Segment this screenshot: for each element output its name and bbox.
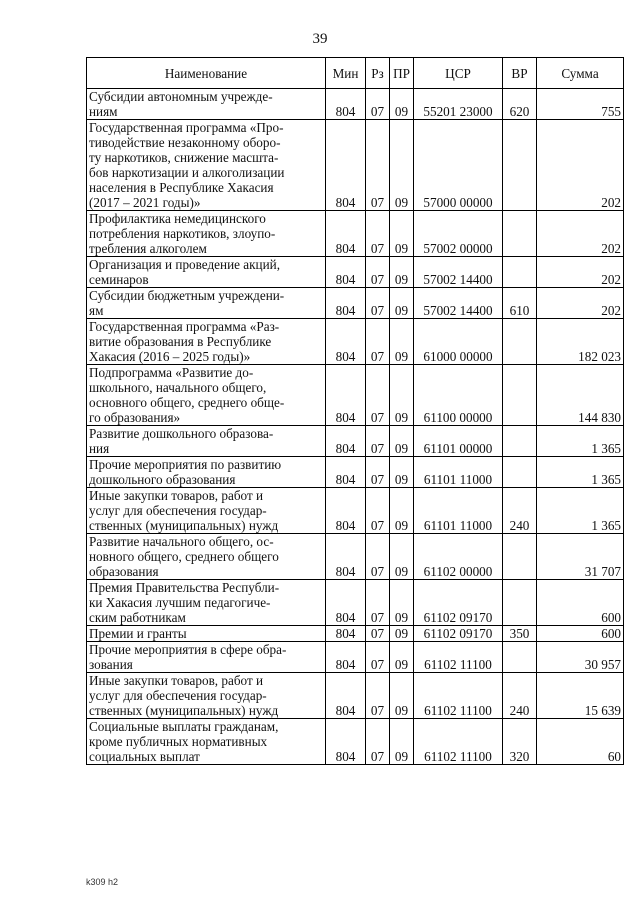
cell-pr: 09: [390, 257, 414, 288]
cell-sum: 15 639: [537, 673, 624, 719]
table-row: [87, 211, 624, 257]
cell-pr: 09: [390, 642, 414, 673]
table-row: [87, 642, 624, 673]
cell-sum: 1 365: [537, 488, 624, 534]
cell-name: Субсидии бюджетным учреждени- ям: [87, 288, 326, 319]
cell-pr: 09: [390, 211, 414, 257]
table-row: [87, 488, 624, 534]
cell-sum: 30 957: [537, 642, 624, 673]
cell-sum: 31 707: [537, 534, 624, 580]
cell-sum: 202: [537, 120, 624, 211]
cell-pr: 09: [390, 319, 414, 365]
cell-sum: 600: [537, 580, 624, 626]
cell-csr: 57002 14400: [414, 288, 503, 319]
cell-sum: 144 830: [537, 365, 624, 426]
cell-pr: 09: [390, 288, 414, 319]
cell-sum: 1 365: [537, 426, 624, 457]
cell-min: 804: [326, 488, 366, 534]
cell-vr: [503, 642, 537, 673]
table-row: [87, 426, 624, 457]
cell-name: Организация и проведение акций, семинаров: [87, 257, 326, 288]
cell-vr: 350: [503, 626, 537, 642]
cell-csr: 61102 11100: [414, 642, 503, 673]
cell-min: 804: [326, 89, 366, 120]
table-row: [87, 626, 624, 642]
cell-pr: 09: [390, 89, 414, 120]
cell-vr: 320: [503, 719, 537, 765]
cell-vr: [503, 257, 537, 288]
cell-min: 804: [326, 457, 366, 488]
cell-rz: 07: [366, 89, 390, 120]
cell-rz: 07: [366, 534, 390, 580]
cell-pr: 09: [390, 365, 414, 426]
table-row: [87, 257, 624, 288]
cell-min: 804: [326, 534, 366, 580]
cell-name: Развитие дошкольного образова- ния: [87, 426, 326, 457]
table-row: [87, 365, 624, 426]
cell-rz: 07: [366, 288, 390, 319]
cell-vr: [503, 365, 537, 426]
cell-rz: 07: [366, 365, 390, 426]
cell-rz: 07: [366, 642, 390, 673]
cell-vr: 620: [503, 89, 537, 120]
cell-sum: 60: [537, 719, 624, 765]
cell-rz: 07: [366, 319, 390, 365]
cell-pr: 09: [390, 626, 414, 642]
cell-name: Премия Правительства Республи- ки Хакасия лучшим педагогиче- ским работникам: [87, 580, 326, 626]
cell-sum: 1 365: [537, 457, 624, 488]
cell-csr: 61101 00000: [414, 426, 503, 457]
cell-csr: 61101 11000: [414, 457, 503, 488]
cell-sum: 600: [537, 626, 624, 642]
cell-min: 804: [326, 120, 366, 211]
cell-csr: 57002 00000: [414, 211, 503, 257]
cell-csr: 61102 09170: [414, 626, 503, 642]
cell-min: 804: [326, 673, 366, 719]
cell-csr: 57002 14400: [414, 257, 503, 288]
cell-csr: 61100 00000: [414, 365, 503, 426]
cell-min: 804: [326, 580, 366, 626]
cell-vr: [503, 580, 537, 626]
cell-vr: [503, 120, 537, 211]
table-row: [87, 288, 624, 319]
cell-min: 804: [326, 211, 366, 257]
cell-vr: 240: [503, 488, 537, 534]
cell-sum: 755: [537, 89, 624, 120]
header-pr: ПР: [390, 58, 414, 89]
cell-name: Прочие мероприятия по развитию дошкольного образования: [87, 457, 326, 488]
header-sum: Сумма: [537, 58, 624, 89]
table-row: [87, 719, 624, 765]
cell-csr: 57000 00000: [414, 120, 503, 211]
table-row: [87, 457, 624, 488]
budget-table: [86, 57, 624, 765]
header-csr: ЦСР: [414, 58, 503, 89]
table-row: [87, 673, 624, 719]
cell-vr: [503, 457, 537, 488]
table-row: [87, 580, 624, 626]
cell-min: 804: [326, 288, 366, 319]
cell-rz: 07: [366, 257, 390, 288]
cell-name: Субсидии автономным учрежде- ниям: [87, 89, 326, 120]
cell-name: Подпрограмма «Развитие до- школьного, начального общего, основного общего, среднего обще- го образования»: [87, 365, 326, 426]
cell-sum: 202: [537, 211, 624, 257]
cell-pr: 09: [390, 120, 414, 211]
cell-vr: 240: [503, 673, 537, 719]
table-header-row: [87, 58, 624, 89]
cell-sum: 202: [537, 257, 624, 288]
table-row: [87, 534, 624, 580]
cell-name: Развитие начального общего, ос- новного общего, среднего общего образования: [87, 534, 326, 580]
cell-pr: 09: [390, 719, 414, 765]
cell-rz: 07: [366, 120, 390, 211]
cell-rz: 07: [366, 673, 390, 719]
cell-name: Профилактика немедицинского потребления наркотиков, злоупо- требления алкоголем: [87, 211, 326, 257]
cell-vr: [503, 426, 537, 457]
cell-min: 804: [326, 426, 366, 457]
cell-csr: 61102 11100: [414, 673, 503, 719]
cell-rz: 07: [366, 457, 390, 488]
cell-min: 804: [326, 319, 366, 365]
cell-name: Государственная программа «Про- тиводействие незаконному оборо- ту наркотиков, снижение масшта- бов наркотизации и алкоголизации населения в Республике Хакасия (2017 – 2021 годы)»: [87, 120, 326, 211]
cell-rz: 07: [366, 488, 390, 534]
cell-rz: 07: [366, 426, 390, 457]
cell-name: Социальные выплаты гражданам, кроме публичных нормативных социальных выплат: [87, 719, 326, 765]
cell-csr: 61000 00000: [414, 319, 503, 365]
header-rz: Рз: [366, 58, 390, 89]
cell-pr: 09: [390, 673, 414, 719]
cell-vr: [503, 211, 537, 257]
cell-min: 804: [326, 626, 366, 642]
cell-pr: 09: [390, 457, 414, 488]
footer-code: k309 h2: [86, 877, 119, 887]
table-row: [87, 89, 624, 120]
cell-rz: 07: [366, 719, 390, 765]
cell-csr: 61102 11100: [414, 719, 503, 765]
cell-min: 804: [326, 365, 366, 426]
cell-name: Премии и гранты: [87, 626, 326, 642]
cell-csr: 61102 00000: [414, 534, 503, 580]
cell-name: Иные закупки товаров, работ и услуг для обеспечения государ- ственных (муниципальных) нужд: [87, 488, 326, 534]
cell-sum: 202: [537, 288, 624, 319]
cell-name: Прочие мероприятия в сфере обра- зования: [87, 642, 326, 673]
cell-name: Государственная программа «Раз- витие образования в Республике Хакасия (2016 – 2025 годы)»: [87, 319, 326, 365]
cell-pr: 09: [390, 534, 414, 580]
cell-min: 804: [326, 719, 366, 765]
cell-rz: 07: [366, 580, 390, 626]
table-row: [87, 319, 624, 365]
table-body: [87, 89, 624, 765]
cell-csr: 61101 11000: [414, 488, 503, 534]
cell-csr: 61102 09170: [414, 580, 503, 626]
page-number: 39: [312, 31, 328, 47]
table-row: [87, 120, 624, 211]
cell-csr: 55201 23000: [414, 89, 503, 120]
cell-sum: 182 023: [537, 319, 624, 365]
cell-vr: 610: [503, 288, 537, 319]
cell-pr: 09: [390, 580, 414, 626]
cell-name: Иные закупки товаров, работ и услуг для обеспечения государ- ственных (муниципальных) нужд: [87, 673, 326, 719]
header-min: Мин: [326, 58, 366, 89]
cell-rz: 07: [366, 211, 390, 257]
cell-vr: [503, 534, 537, 580]
cell-rz: 07: [366, 626, 390, 642]
header-name: Наименование: [87, 58, 326, 89]
cell-min: 804: [326, 257, 366, 288]
header-vr: ВР: [503, 58, 537, 89]
cell-vr: [503, 319, 537, 365]
cell-min: 804: [326, 642, 366, 673]
cell-pr: 09: [390, 426, 414, 457]
cell-pr: 09: [390, 488, 414, 534]
